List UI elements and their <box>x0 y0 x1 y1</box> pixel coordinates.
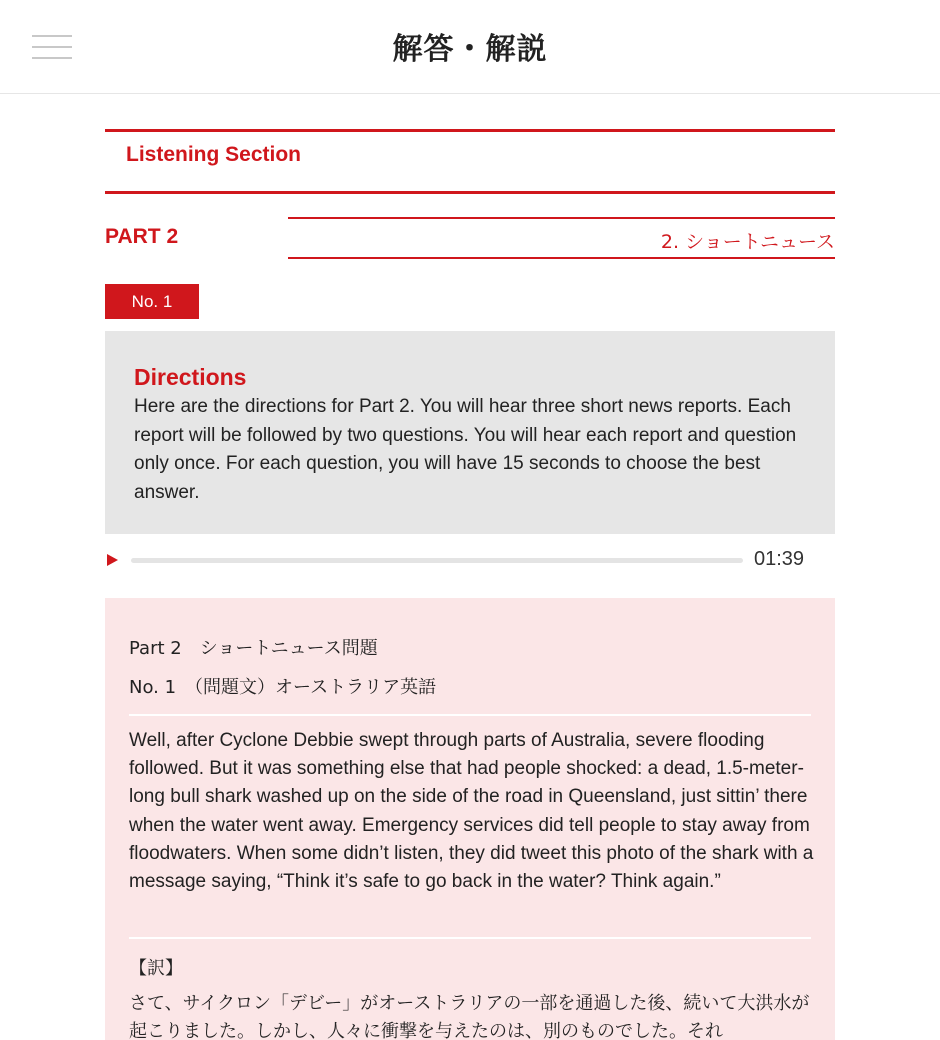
directions-box <box>105 331 835 534</box>
translation-body: さて、サイクロン「デビー」がオーストラリアの一部を通過した後、続いて大洪水が起こりました。しかし、人々に衝撃を与えたのは、別のものでした。それ <box>129 993 810 1040</box>
audio-player <box>105 540 835 580</box>
script-box <box>105 598 835 1040</box>
question-number-badge: No. 1 <box>105 284 199 319</box>
page-title: 解答・解説 <box>392 32 548 67</box>
audio-progress-track[interactable] <box>131 558 743 563</box>
section-title: Listening Section <box>126 143 302 166</box>
part-subtitle: 2. ショートニュース <box>660 231 835 253</box>
top-bar <box>0 0 940 94</box>
translation-label: 【訳】 <box>129 958 183 979</box>
script-body: Well, after Cyclone Debbie swept through parts of Australia, severe flooding followed. But it was something else that had people shocked: a dead, 1.5-meter-long bull shark washed up on the side of the road in Queensland, just sittin’ there when the water went away. Emergency services did tell people to stay away from floodwaters. When some didn’t listen, they did tweet this photo of the shark with a message saying, “Think it’s safe to go back in the water? Think again.” <box>129 730 814 893</box>
script-heading: Part 2 ショートニュース問題 <box>129 638 378 659</box>
audio-duration: 01:39 <box>754 548 805 570</box>
directions-title: Directions <box>134 364 247 390</box>
divider <box>129 714 811 716</box>
part-subtitle-box <box>288 217 835 259</box>
play-icon[interactable] <box>107 554 118 566</box>
directions-text: Here are the directions for Part 2. You will hear three short news reports. Each report will be followed by two questions. You will hear each report and question only once. For each question, you will have 15 seconds to choose the best answer. <box>134 396 797 503</box>
script-subheading: No. 1 （問題文）オーストラリア英語 <box>129 677 437 698</box>
section-header <box>105 129 835 194</box>
divider <box>129 937 811 939</box>
part-label: PART 2 <box>105 225 179 248</box>
